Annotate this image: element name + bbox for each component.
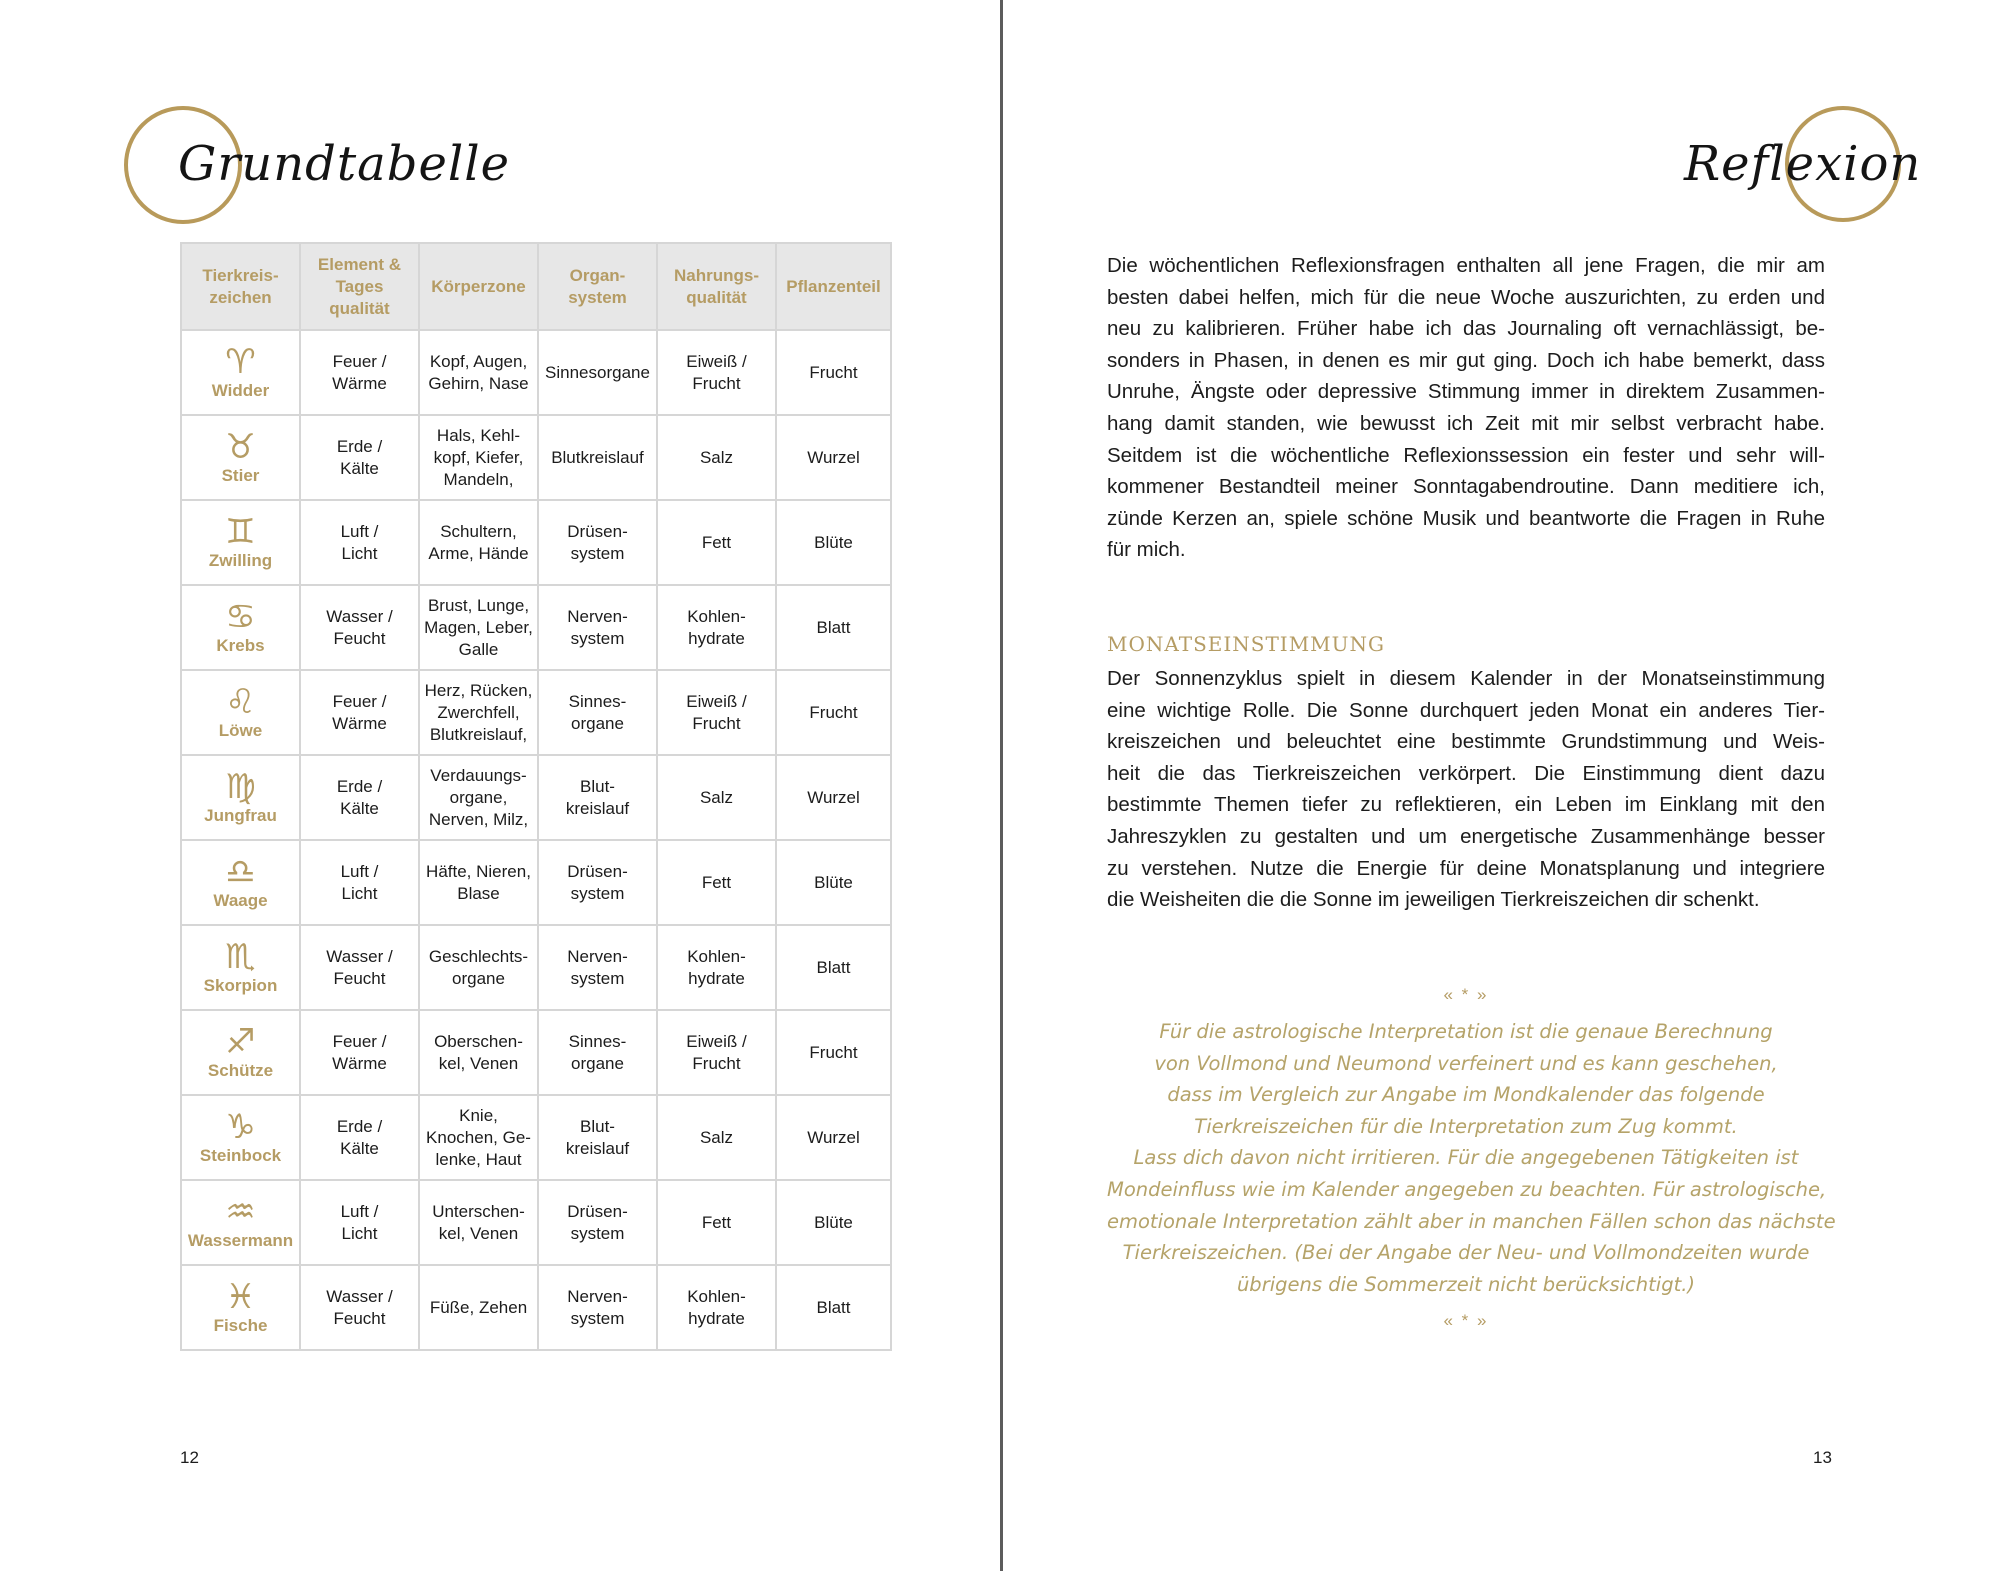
sign-name: Löwe — [218, 720, 263, 740]
text-line: system — [570, 1223, 625, 1243]
text-line: Frucht — [692, 373, 741, 393]
page-title: Grundtabelle — [178, 136, 510, 192]
capricorn-icon: ♑ — [225, 1106, 256, 1147]
cell-organ-system — [538, 670, 657, 755]
text-line: Wasser / — [326, 606, 393, 626]
cell-organ-system — [538, 1095, 657, 1180]
text-line: Blut- — [580, 1116, 615, 1136]
text-line: Sinnesorgane — [545, 362, 650, 382]
table-row — [181, 1095, 891, 1180]
cell-nutrition — [657, 925, 776, 1010]
aries-icon: ♈ — [225, 341, 256, 382]
text-line: Geschlechts- — [428, 946, 529, 966]
text-line: organe, — [449, 787, 508, 807]
leo-icon: ♌ — [225, 681, 256, 722]
section-paragraph — [1107, 663, 1825, 916]
text-line: eine wichtige Rolle. Die Sonne durchquert jeden Monat ein anderes Tier- — [1107, 698, 1825, 722]
text-line: Nerven, Milz, — [428, 809, 529, 829]
text-line: Blut- — [580, 776, 615, 796]
taurus-icon: ♉ — [225, 426, 256, 467]
cell-nutrition — [657, 670, 776, 755]
text-line: Luft / — [340, 861, 379, 881]
zodiac-table — [180, 242, 892, 1351]
text-line: Fett — [701, 1212, 732, 1232]
text-line: kommener Bestandteil meiner Sonntagabendroutine. Dann meditiere ich, — [1107, 475, 1825, 499]
text-line: besten dabei helfen, mich für die neue Woche auszurichten, zu erden und — [1107, 285, 1825, 309]
text-line: Mandeln, — [443, 469, 514, 489]
cell-body-zone — [419, 585, 538, 670]
right-page — [1003, 0, 2000, 1571]
ornament-top: « * » — [1443, 985, 1489, 1004]
table-header-row — [181, 243, 891, 330]
text-line: Seitdem ist die wöchentliche Reflexionssession ein fester und sehr will- — [1107, 443, 1825, 467]
sign-name: Zwilling — [208, 550, 273, 570]
cell-sign — [181, 330, 300, 415]
text-line: Schultern, — [440, 521, 517, 541]
cell-element — [300, 585, 419, 670]
text-line: Erde / — [336, 436, 383, 456]
column-header-element — [300, 243, 419, 330]
intro-paragraph — [1107, 250, 1825, 566]
text-line: Feucht — [333, 968, 386, 988]
text-line: zeichen — [209, 287, 272, 307]
cell-element — [300, 1180, 419, 1265]
text-line: Nerven- — [567, 1286, 628, 1306]
cell-nutrition — [657, 1265, 776, 1350]
text-line: hang damit standen, wie bewusst ich Zeit mit mir selbst verbracht habe. — [1107, 411, 1825, 435]
cell-element — [300, 1265, 419, 1350]
cell-body-zone — [419, 1265, 538, 1350]
cell-body-zone — [419, 1010, 538, 1095]
cell-sign — [181, 840, 300, 925]
cell-sign — [181, 1095, 300, 1180]
text-line: Knie, — [459, 1105, 498, 1125]
cell-plant-part: Blüte — [776, 500, 891, 585]
text-line: Salz — [699, 447, 734, 467]
virgo-icon: ♍ — [225, 766, 256, 807]
cell-body-zone — [419, 500, 538, 585]
text-line: Kälte — [340, 798, 379, 818]
text-line: Wasser / — [326, 946, 393, 966]
text-line: emotionale Interpretation zählt aber in manchen Fällen schon das nächste — [1107, 1209, 1836, 1233]
table-row — [181, 500, 891, 585]
text-line: von Vollmond und Neumond verfeinert und es kann geschehen, — [1154, 1051, 1778, 1075]
text-line: Sinnes- — [568, 691, 627, 711]
cell-organ-system — [538, 925, 657, 1010]
page-number-left: 12 — [180, 1448, 199, 1467]
text-line: hydrate — [688, 968, 745, 988]
cell-organ-system — [538, 1010, 657, 1095]
text-line: Luft / — [340, 521, 379, 541]
cell-sign — [181, 585, 300, 670]
text-line: Tierkreis- — [202, 265, 279, 285]
text-line: Feuer / — [332, 351, 387, 371]
table-row — [181, 1180, 891, 1265]
table-row — [181, 1265, 891, 1350]
sagittarius-icon: ♐ — [225, 1021, 256, 1062]
cell-plant-part: Wurzel — [776, 1095, 891, 1180]
text-line: Kohlen- — [687, 946, 746, 966]
text-line: Tierkreiszeichen. (Bei der Angabe der Neu- und Vollmondzeiten wurde — [1122, 1241, 1810, 1265]
cell-sign — [181, 755, 300, 840]
text-line: Lass dich davon nicht irritieren. Für die angegebenen Tätigkeiten ist — [1133, 1146, 1799, 1170]
text-line: Magen, Leber, — [424, 617, 533, 637]
text-line: Drüsen- — [567, 861, 628, 881]
cell-element — [300, 415, 419, 500]
text-line: dass im Vergleich zur Angabe im Mondkalender das folgende — [1167, 1083, 1765, 1107]
cell-sign — [181, 415, 300, 500]
text-line: organe — [452, 968, 505, 988]
text-line: Herz, Rücken, — [424, 680, 533, 700]
text-line: Blutkreislauf, — [429, 724, 528, 744]
cell-organ-system — [538, 500, 657, 585]
cell-sign — [181, 1010, 300, 1095]
text-line: Feucht — [333, 1308, 386, 1328]
sign-name: Steinbock — [199, 1145, 282, 1165]
column-header-plant — [776, 243, 891, 330]
cell-plant-part: Blatt — [776, 1265, 891, 1350]
cell-nutrition — [657, 755, 776, 840]
text-line: hydrate — [688, 628, 745, 648]
cell-element — [300, 330, 419, 415]
cell-sign — [181, 670, 300, 755]
text-line: Für die astrologische Interpretation ist die genaue Berechnung — [1159, 1020, 1773, 1043]
text-line: Drüsen- — [567, 521, 628, 541]
text-line: Galle — [458, 639, 499, 659]
cell-nutrition — [657, 500, 776, 585]
table-row — [181, 925, 891, 1010]
text-line: Tages — [335, 276, 384, 296]
text-line: Sinnes- — [568, 1031, 627, 1051]
text-line: Blase — [457, 883, 500, 903]
text-line: die Weisheiten die die Sonne im jeweiligen Tierkreiszeichen dir schenkt. — [1107, 888, 1760, 912]
cell-organ-system — [538, 840, 657, 925]
column-header-nutrition — [657, 243, 776, 330]
text-line: Nerven- — [567, 946, 628, 966]
table-row — [181, 755, 891, 840]
text-line: kreislauf — [565, 1138, 630, 1158]
text-line: Der Sonnenzyklus spielt in diesem Kalender in der Monatseinstimmung — [1107, 667, 1825, 690]
page-title: Reflexion — [1684, 136, 1922, 192]
cell-plant-part: Frucht — [776, 330, 891, 415]
text-line: Fett — [701, 532, 732, 552]
table-row — [181, 415, 891, 500]
text-line: für mich. — [1107, 538, 1186, 562]
text-line: Kohlen- — [687, 606, 746, 626]
cell-element — [300, 670, 419, 755]
column-header-organ — [538, 243, 657, 330]
text-line: kopf, Kiefer, — [433, 447, 524, 467]
ornament-bottom: « * » — [1443, 1311, 1489, 1330]
cell-organ-system — [538, 330, 657, 415]
text-line: Tierkreiszeichen für die Interpretation zum Zug kommt. — [1194, 1114, 1738, 1138]
text-line: Arme, Hände — [428, 543, 529, 563]
text-line: Wärme — [332, 373, 387, 393]
cell-element — [300, 925, 419, 1010]
cell-plant-part: Frucht — [776, 670, 891, 755]
text-line: Häfte, Nieren, — [426, 861, 531, 881]
cell-organ-system — [538, 755, 657, 840]
cell-organ-system — [538, 585, 657, 670]
text-line: system — [568, 287, 627, 307]
text-line: Frucht — [692, 713, 741, 733]
cell-nutrition — [657, 1095, 776, 1180]
sign-name: Waage — [213, 890, 268, 910]
text-line: Kohlen- — [687, 1286, 746, 1306]
text-line: qualität — [329, 298, 390, 318]
text-line: Kälte — [340, 458, 379, 478]
text-line: Jahreszyklen zu gestalten und um energetische Zusammenhänge besser — [1107, 824, 1825, 848]
cell-element — [300, 1010, 419, 1095]
cell-body-zone — [419, 840, 538, 925]
text-line: Zwerchfell, — [437, 702, 520, 722]
text-line: Kopf, Augen, — [429, 351, 528, 371]
text-line: Eiweiß / — [686, 1031, 747, 1051]
cell-element — [300, 755, 419, 840]
text-line: Element & — [317, 254, 402, 274]
cell-body-zone — [419, 925, 538, 1010]
text-line: Erde / — [336, 1116, 383, 1136]
text-line: Blutkreislauf — [551, 447, 644, 467]
table-body — [181, 330, 891, 1350]
text-line: Unruhe, Ängste oder depressive Stimmung immer in direktem Zusammen- — [1107, 380, 1825, 404]
text-line: übrigens die Sommerzeit nicht berücksichtigt.) — [1236, 1272, 1696, 1296]
text-line: Wärme — [332, 1053, 387, 1073]
page-number-right: 13 — [1813, 1448, 1832, 1467]
cell-plant-part: Blatt — [776, 585, 891, 670]
cell-organ-system — [538, 1180, 657, 1265]
text-line: Frucht — [692, 1053, 741, 1073]
sign-name: Fische — [213, 1315, 268, 1335]
text-line: Wasser / — [326, 1286, 393, 1306]
text-line: bestimmte Themen tiefer zu reflektieren, ein Leben im Einklang mit den — [1107, 793, 1825, 817]
text-line: system — [570, 1308, 625, 1328]
text-line: Drüsen- — [567, 1201, 628, 1221]
cell-body-zone — [419, 1180, 538, 1265]
cancer-icon: ♋ — [225, 596, 256, 637]
cell-element — [300, 1095, 419, 1180]
sign-name: Krebs — [216, 635, 265, 655]
cell-sign — [181, 925, 300, 1010]
text-line: system — [570, 968, 625, 988]
cell-element — [300, 500, 419, 585]
sign-name: Jungfrau — [204, 805, 277, 825]
libra-icon: ♎ — [225, 851, 256, 892]
text-line: Brust, Lunge, — [427, 595, 530, 615]
text-line: Die wöchentlichen Reflexionsfragen enthalten all jene Fragen, die mir am — [1107, 254, 1825, 277]
table-row — [181, 1010, 891, 1095]
text-line: Organ- — [569, 265, 626, 285]
column-header-zone — [419, 243, 538, 330]
sign-name: Skorpion — [203, 975, 278, 995]
cell-body-zone — [419, 755, 538, 840]
text-line: lenke, Haut — [435, 1149, 522, 1169]
text-line: Fett — [701, 872, 732, 892]
cell-plant-part: Blüte — [776, 1180, 891, 1265]
text-line: organe — [571, 713, 624, 733]
text-line: Erde / — [336, 776, 383, 796]
cell-nutrition — [657, 330, 776, 415]
text-line: Nahrungs- — [674, 265, 759, 285]
section-heading: MONATSEINSTIMMUNG — [1107, 632, 1385, 656]
sign-name: Wassermann — [187, 1230, 294, 1250]
cell-nutrition — [657, 415, 776, 500]
cell-body-zone — [419, 330, 538, 415]
table-row — [181, 840, 891, 925]
table-row — [181, 585, 891, 670]
text-line: qualität — [686, 287, 747, 307]
cell-nutrition — [657, 585, 776, 670]
text-line: Hals, Kehl- — [436, 425, 521, 445]
sign-name: Schütze — [207, 1060, 274, 1080]
text-line: Füße, Zehen — [429, 1297, 528, 1317]
pisces-icon: ♓ — [225, 1276, 256, 1317]
aquarius-icon: ♒ — [225, 1191, 256, 1232]
sign-name: Stier — [221, 465, 260, 485]
cell-plant-part: Frucht — [776, 1010, 891, 1095]
text-line: kel, Venen — [438, 1223, 519, 1243]
text-line: Luft / — [340, 1201, 379, 1221]
text-line: Gehirn, Nase — [428, 373, 529, 393]
text-line: zu verstehen. Nutze die Energie für deine Monatsplanung und integriere — [1107, 856, 1825, 880]
text-line: Feuer / — [332, 1031, 387, 1051]
text-line: system — [570, 628, 625, 648]
text-line: Pflanzenteil — [786, 276, 881, 296]
text-line: Körperzone — [431, 276, 526, 296]
column-header-sign — [181, 243, 300, 330]
text-line: Salz — [699, 787, 734, 807]
cell-nutrition — [657, 1180, 776, 1265]
text-line: Feucht — [333, 628, 386, 648]
text-line: kel, Venen — [438, 1053, 519, 1073]
text-line: Eiweiß / — [686, 691, 747, 711]
text-line: Salz — [699, 1127, 734, 1147]
cell-body-zone — [419, 415, 538, 500]
cell-plant-part: Wurzel — [776, 755, 891, 840]
text-line: Nerven- — [567, 606, 628, 626]
text-line: organe — [571, 1053, 624, 1073]
text-line: Knochen, Ge- — [426, 1127, 531, 1147]
cell-organ-system — [538, 415, 657, 500]
text-line: hydrate — [688, 1308, 745, 1328]
cell-sign — [181, 1180, 300, 1265]
cell-plant-part: Blüte — [776, 840, 891, 925]
cell-nutrition — [657, 1010, 776, 1095]
text-line: Verdauungs- — [430, 765, 527, 785]
text-line: heit die das Tierkreiszeichen verkörpert. Die Einstimmung dient dazu — [1107, 761, 1825, 785]
cell-organ-system — [538, 1265, 657, 1350]
cell-sign — [181, 500, 300, 585]
table-row — [181, 670, 891, 755]
text-line: Kälte — [340, 1138, 379, 1158]
text-line: zünde Kerzen an, spiele schöne Musik und beantworte die Fragen in Ruhe — [1107, 506, 1825, 530]
gemini-icon: ♊ — [225, 511, 256, 552]
text-line: Mondeinfluss wie im Kalender angegeben zu beachten. Für astrologische, — [1107, 1177, 1827, 1201]
text-line: sonders in Phasen, in denen es mir gut ging. Doch ich habe bemerkt, dass — [1107, 348, 1825, 372]
text-line: Licht — [341, 883, 378, 903]
quote-block — [1107, 1016, 1836, 1300]
text-line: Licht — [341, 1223, 378, 1243]
text-line: system — [570, 883, 625, 903]
cell-nutrition — [657, 840, 776, 925]
cell-element — [300, 840, 419, 925]
text-line: Licht — [341, 543, 378, 563]
cell-plant-part: Wurzel — [776, 415, 891, 500]
cell-plant-part: Blatt — [776, 925, 891, 1010]
text-line: system — [570, 543, 625, 563]
text-line: Feuer / — [332, 691, 387, 711]
text-line: kreislauf — [565, 798, 630, 818]
sign-name: Widder — [211, 380, 270, 400]
text-line: kreiszeichen und beleuchtet eine bestimmte Grundstimmung und Weis- — [1107, 730, 1825, 754]
text-line: Wärme — [332, 713, 387, 733]
text-line: Unterschen- — [432, 1201, 525, 1221]
table-row — [181, 330, 891, 415]
text-line: neu zu kalibrieren. Früher habe ich das Journaling oft vernachlässigt, be- — [1107, 317, 1825, 341]
scorpio-icon: ♏ — [225, 936, 256, 977]
text-line: Oberschen- — [434, 1031, 523, 1051]
cell-body-zone — [419, 670, 538, 755]
cell-sign — [181, 1265, 300, 1350]
cell-body-zone — [419, 1095, 538, 1180]
text-line: Eiweiß / — [686, 351, 747, 371]
